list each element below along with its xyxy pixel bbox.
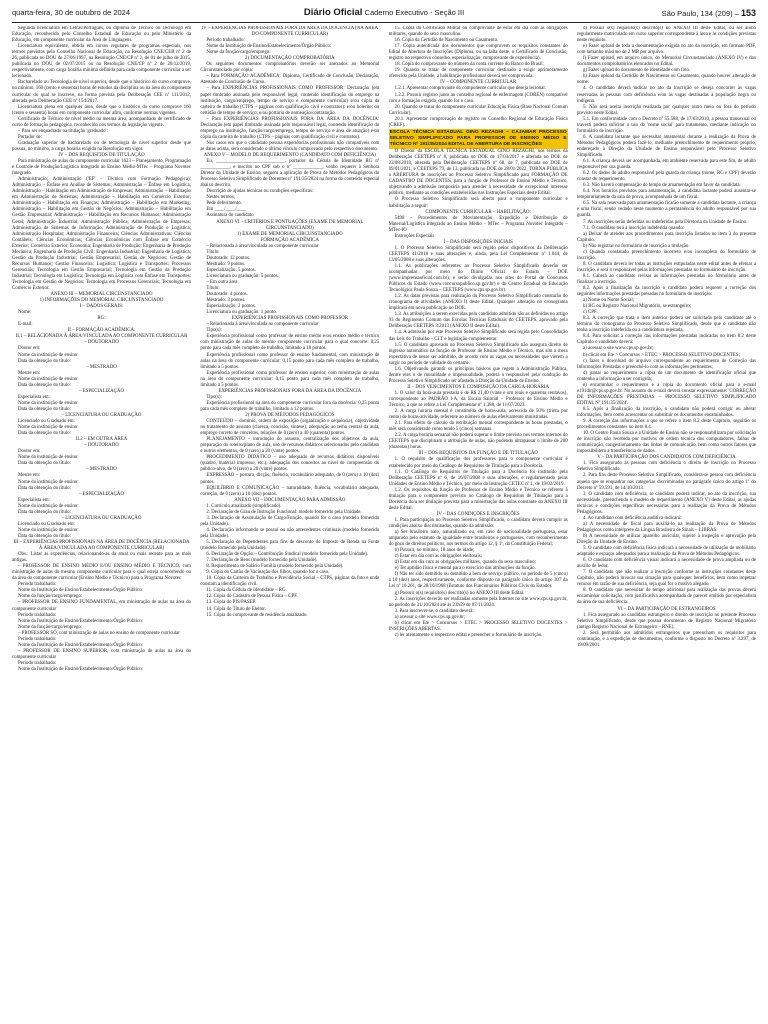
section-heading: II – FORMAÇÃO ACADÊMICA:: [67, 328, 136, 334]
paragraph: e) Fazer upload de toda a documentação exigida no ato da inscrição, em formato PDF, com tamanho máximo de 2 MB por arquivo.: [576, 44, 756, 56]
paragraph: b) Possuir, no mínimo, 18 anos de idade;: [394, 548, 475, 554]
paragraph: c) fazer o download do arquivo correspondente ao requerimento de Correção das Informações Prestadas e preenchê-lo com as informações pertinentes;: [576, 358, 756, 370]
paragraph: c) Estar em dia com as obrigações eleitorais;: [394, 554, 482, 560]
paragraph: 17. Cópia autenticada dos documentos que comprovem os requisitos constantes do Edital de Abertura de Inscrições (Diploma, ou na falta deste, o Certificado de Conclusão, registro no respectivo conselho, especialização, comprovante de experiência).: [388, 44, 568, 62]
section-heading: I – DAS DISPOSIÇÕES INICIAIS: [443, 239, 513, 245]
paragraph: 5. Declaração de Dependentes para fins de desconto do Imposto de Renda na Fonte (modelo fornecido pela Unidade).: [200, 539, 380, 552]
paragraph: 2. Declaração de Grau de Instrução Funcional: modelo fornecido pela Unidade.: [206, 509, 362, 515]
paragraph: Os seguintes documentos comprobatórios deverão ser anexados ao Memorial Circunstanciado por cópia:: [200, 62, 380, 74]
paragraph: 8.1. Caberá ao candidato revisar as informações prestadas no formulário antes de finalizar a inscrição.: [576, 273, 756, 285]
publication-section: Caderno Executivo - Seção III: [362, 8, 465, 17]
paragraph: 13. Cópia do PIS/PASEP.: [206, 600, 257, 606]
paragraph: Nome da instituição de ensino:: [18, 425, 79, 431]
paragraph: Nome da função/cargo/emprego:: [18, 624, 83, 630]
section-heading: ANEXO III – MEMORIAL CIRCUNSTANCIADO: [50, 292, 153, 298]
paragraph: Nestes termos,: [206, 195, 236, 201]
section-heading: II.2 – EM OUTRA ÁREA: [75, 437, 128, 443]
section-heading: – LICENCIATURA OU GRADUAÇÃO: [61, 413, 142, 418]
paragraph: Período trabalhado:: [18, 636, 57, 642]
paragraph: 8.2. Após a finalização da inscrição o candidato poderá requerer a correção dos seguintes informações prestadas presadas no formulário de inscrição:: [576, 286, 756, 298]
paragraph: b) clicar em Ete > Concursos > ETEC > PROCESSO SELETIVO DOCENTES;: [582, 352, 741, 358]
paragraph: b) RG ou Registro Nacional Migratório, se estrangeiro;: [582, 304, 692, 310]
paragraph: Nome:: [18, 310, 32, 316]
paragraph: Nome da função/cargo/emprego:: [206, 50, 271, 56]
paragraph: PROCEDIMENTO DIDÁTICO – uso adequado de recursos didáticos disponíveis (quadro, material impresso, etc.), adequação dos conceitos ao nível de compreensão do público-alvo, de 0 (zero) a 20 (vinte) pontos.: [200, 455, 380, 473]
paragraph: Licenciatura plena em qualquer área, desde que o histórico do curso comprove 160 (cento e sessenta) horas em componente curricular afim, conforme normas vigentes.: [12, 104, 191, 116]
section-heading: 2) DOCUMENTAÇÃO COMPROBATÓRIA: [245, 56, 335, 62]
section-heading: II – DOS VENCIMENTOS E COMPOSIÇÃO DA CARGA-HORÁRIA: [407, 384, 550, 390]
paragraph: 7. O candidato que não realizar a inscrição conforme as instruções constantes deste Capítulo, não poderá invocar sua situação para quaisquer benefícios, bem como impetrar recurso em razão de sua deficiência, seja qual for o motivo alegado.: [576, 570, 756, 588]
paragraph: – PROFESSOR DE ENSINO MÉDIO E/OU ENSINO MÉDIO E TÉCNICO, com ministração de aulas do mesmo componente curricular para o qual esteja concorrendo ou da área do componente curricular (Ensino Médio e Técnico) para o Programa Novotec: [12, 564, 191, 582]
paragraph: PLANEJAMENTO – introdução do assunto, centralização dos objetivos da aula, preparação do roteiro/plano de aula, uso de recursos didáticos selecionados pelo candidato e outros elementos, de 0 (zero) a 20 (vinte) pontos.: [200, 437, 380, 455]
text-column-1: [12, 26, 191, 1018]
paragraph: Descrição de ajudas técnicas ou condições específicas:: [206, 189, 314, 195]
paragraph: Licenciatura ou graduação: 5 pontos.: [206, 273, 279, 279]
paragraph: 6.2. Os dados do adulto responsável pela guarda da criança (nome, RG e CPF) deverão constar do requerimento.: [576, 171, 756, 183]
paragraph: 16. Cópia da Certidão de Nascimento ou Casamento.: [394, 38, 499, 44]
paragraph: Doutor em:: [18, 449, 41, 455]
paragraph: 20. Quando se tratar do componente curricular Educação Física (Base Nacional Comum Curricular).: [388, 104, 568, 116]
paragraph: 6.5. Na sala reservada para amamentação ficarão somente a candidata lactante, a criança e uma fiscal, sendo vedado neste momento a permanência do adulto responsável por sua guarda.: [576, 201, 756, 219]
page-header: [12, 4, 756, 23]
section-heading: I – DADOS GERAIS:: [79, 304, 124, 310]
paragraph: 5498 – Procedimentos de Movimentação, Expedição e Distribuição de Material/Logística Integrado ao Ensino Médio – MTec – Programa Novotec Integrado – MTec-IO: [388, 215, 568, 233]
paragraph: CONTEÚDO – domínio, ordem de exposição (organização e sequência), objetividade no tratamento do assunto (clareza, concisão, síntese), adequação ao tema central da aula, emprego correto de conceitos, relações de 0 (zero) a 40 (quarenta) pontos.: [200, 419, 380, 437]
paragraph: h) Fazer upload da Certidão de Nascimento ou Casamento, quando houver alteração de nome.: [576, 74, 756, 86]
paragraph: 9. A correção das informações a que se refere o item 8.2 deste Capítulo, seguirão os procedimentos constantes no item 8.4.: [576, 419, 756, 431]
paragraph: Licenciado ou Graduado em:: [18, 419, 75, 425]
paragraph: a) A necessidade de fiscal para auxiliá-lo na realização da Prova de Métodos Pedagógicos como intérprete da Língua Brasileira de Sinais – LIBRAS.: [576, 521, 756, 533]
paragraph: Doutorado: 4 pontos.: [206, 292, 248, 298]
paragraph: E-mail:: [18, 322, 33, 328]
section-heading: III – DOS REQUISITOS DA FUNÇÃO E DE TITULAÇÃO: [418, 451, 538, 457]
section-heading: IV – EXPERIÊNCIAS PROFISSIONAIS FORA DA ÁREA DA DOCÊNCIA (NA ÁREA DO COMPONENTE CURRICULAR): [201, 26, 379, 38]
paragraph: 1. Fica assegurado às pessoas com deficiência o direito de inscrição no Processo Seletivo Simplificado.: [576, 461, 756, 473]
text-column-4: [577, 26, 756, 1018]
paragraph: a) Ser brasileiro nato, naturalizado ou, em caso de nacionalidade portuguesa, estar amparado pelo estatuto de igualdade entre brasileiros e portugueses, com reconhecimento do gozo de direitos políticos, nos termos do artigo 12, § 1º, da Constituição Federal;: [388, 530, 568, 548]
paragraph: 7. Declaração de Bens (modelo fornecido pela Unidade).: [206, 558, 318, 564]
paragraph: Especialista em:: [18, 497, 50, 503]
paragraph: Nome da instituição de ensino:: [18, 455, 79, 461]
paragraph: Obs.: Listar as experiências, relacionando-as da atual ou mais recente para as mais antigas.: [12, 552, 191, 564]
paragraph: 1.2. As datas previstas para realização do Processo Seletivo Simplificado constarão do cronograma de atividades (ANEXO I) deste Edital. Qualquer alteração no cronograma implicará em nova publicação no DOE.: [388, 294, 568, 312]
section-heading: ANEXO VI – CRITÉRIOS E PONTUAÇÕES (EXAME DE MEMORIAL CIRCUNSTANCIADO): [216, 219, 364, 231]
paragraph: Nome da instituição de ensino:: [18, 479, 79, 485]
section-heading: III – EXPERIÊNCIAS PROFISSIONAIS NA ÁREA DE DOCÊNCIA (RELACIONADA À ÁREA/VINCULADA AO COMPONENTE CURRICULAR): [13, 539, 190, 552]
paragraph: Período trabalhado:: [18, 612, 57, 618]
paragraph: Licenciado ou Graduado em:: [18, 521, 75, 527]
paragraph: b) Não registrar no formulário de inscrição a titulação.: [582, 243, 690, 249]
paragraph: 3. Para inscrever-se, o candidato deverá:: [394, 608, 474, 614]
paragraph: Tipo(s):: [206, 394, 222, 400]
paragraph: 2. Será permitido aos admitidos estrangeiros que preencham os requisitos para contratação, e a expedição de documentos, conforme o disposto no Decreto nº 3.297, de 19/09/2001.: [576, 630, 756, 648]
paragraph: Nome da Instituição de Ensino/Estabelecimento/Órgão Público:: [18, 618, 143, 624]
paragraph: 1.5. O candidato aprovado no Processo Seletivo Simplificado não assegura direito de ingresso automático na função de Professor de Ensino Médio e Técnico, mas sim a mera expectativa de nesse ser admitido, de acordo com as vagas ou necessidades que vierem a surgir no período de validade do certame.: [388, 342, 568, 366]
paragraph: Mestrado: 9 pontos.: [206, 261, 246, 267]
section-heading: – ESPECIALIZAÇÃO: [79, 388, 124, 394]
paragraph: Certificado de Técnico de nível médio na mesma área, acompanhado de certificado de curso de formação pedagógica, reconhecido nos termos da legislação vigente.: [12, 116, 191, 128]
section-heading: COMPONENTE CURRICULAR – HABILITAÇÃO:: [425, 209, 531, 215]
paragraph: Bacharelado ou Tecnologia de nível superior, desde que o histórico do curso comprove, no mínimo, 160 (cento e sessenta) horas de estudos da disciplina ou na área do componente curricular do qual se inscreve, na forma prevista pela Deliberação CEE nº 111/2012, alterada pela Deliberação CEE nº 154/2017.: [12, 80, 191, 104]
paragraph: Nome da instituição de ensino:: [18, 400, 79, 406]
paragraph: a) acessar o site www.cps.sp.gov.br;: [394, 614, 466, 620]
paragraph: Experiência profissional como professor de ensino superior, com ministração de aulas na área do componente curricular: 0,15 ponto para cada mês completo de trabalho, limitado a 5 pontos.: [200, 370, 380, 388]
paragraph: 10. O Centro Paula Souza e a Unidade de Ensino não se responsabilizam por solicitação de inscrição não recebida por motivos de ordem técnica dos computadores, falhas de comunicação, congestionamento das linhas de comunicação, bem como outros fatores que impossibilitem a transferência de dados.: [576, 431, 756, 455]
paragraph: 1.2.2. Possuir registro junto ao conselho regional de enfermagem (COREN) compatível com a formação exigida, quando for o caso.: [388, 92, 568, 104]
issue-location: São Paulo, 134 (209) –: [661, 9, 741, 18]
paragraph: – Para EXPERIÊNCIAS PROFISSIONAIS FORA DA ÁREA DA DOCÊNCIA: Declaração (em papel timbrado assinada pelo responsável legal, contendo identificação do emprego na instituição, função/cargo/emprego, tempo de serviço e área de atuação) e/ou cópia da carteira de trabalho (CTPS – páginas com qualificação civil e contratos).: [200, 116, 380, 140]
paragraph: Data da obtenção do título:: [18, 431, 71, 437]
paragraph: O Diretor da ESCOLA TÉCNICA ESTADUAL GINO REZAGHI, nos termos da Deliberação CEETEPS nº 8, publicada no DOE de 17/03/2017 e alterada no DOE de 23/08/2018, alterada pela Deliberação CEETEPS nº 68, de 7, publicada no DOE de 09/01/2021, e CEETEPS 79, de 13, publicada no DOE de 28/01/2022, TORNA PÚBLICA a ABERTURA de inscrições ao Processo Seletivo Simplificado para FORMAÇÃO DE CADASTRO DE DOCENTES, para a função de Professor de Ensino Médio e Técnico, objetivando a admissão temporária para atender à necessidade de excepcional interesse público, mediante as condições estabelecidas nas Instruções Especiais deste Edital.: [388, 149, 568, 197]
paragraph: Administração; Administração ('EF' – Técnico com Formação Pedagógica); Administração – Ênfase em Análise de Sistemas; Administração – Ênfase em Logística; Administração – Habilitação em Administração de Empresas; Administração – Habilitação em Administração de Sistemas; Administração – Habilitação em Comércio Exterior; Administração – Habilitação em Finanças; Administração – Habilitação em Marketing; Administração – Habilitação em Gestão de Negócios; Administração – Habilitação em Gestão Empresarial; Administração – Habilitação em Recursos Humanos; Administração Geral; Administração Industrial; Administração Pública; Administração de Empresas; Administração de Sistemas de Informação; Administração de Produção e Logística; Administração Hospitalar; Administração Financeira; Ciências Administrativas; Ciências Contábeis; Ciências Econômicas; Ciências Econômicas com Ênfase em Comércio Exterior; Comércio Exterior; Economia; Engenharia de Produção; Engenharia de Produção Mecânica; Engenharia de Produção Civil; Engenharia Industrial; Engenharia de Logística; Gestão da Produção Industrial; Gestão Empresarial; Gestão de Negócios; Gestão de Recursos Humanos; Gestão Financeira; Logística; Logística e Transportes; Processos Gerenciais; Tecnologia em Gestão Empresarial; Tecnologia em Gestão da Produção Industrial; Tecnologia em Logística; Tecnologia em Logística com Ênfase em Transportes; Tecnologia em Gestão de Negócios; Tecnologia em Processos Gerenciais; Tecnologia em Comércio Exterior.: [12, 177, 191, 292]
paragraph: Nome da Instituição de Ensino/Estabelecimento/Órgão Público:: [18, 666, 143, 672]
paragraph: 1. O requisito de qualificação dos professores para o componente curricular é estabelecido por meio do Catálogo de Requisitos de Titulação para a Docência.: [388, 457, 568, 469]
paragraph: 9. Cópia do Cartão de Vacinação dos filhos, quando for o caso.: [206, 570, 330, 576]
paragraph: Licenciatura ou graduação: 1 ponto.: [206, 310, 277, 316]
paragraph: 5. O candidato com deficiência física indicará a necessidade de utilização de mobiliário adaptado e espaços adequados para a realização da Prova de Métodos Pedagógicos.: [576, 546, 756, 558]
paragraph: Título:: [206, 249, 220, 255]
section-heading: V – DA PARTICIPAÇÃO DOS CANDIDATOS COM DEFICIÊNCIA: [597, 455, 736, 461]
paragraph: Graduação superior de bacharelado ou de tecnologia de nível superior desde que possua, no mínimo, a carga horária exigida na Resolução em vigor.: [12, 140, 191, 152]
paragraph: 3. Declaração de Acumulação de Cargo/Função, quando for o caso (modelo fornecido pela Unidade).: [200, 515, 380, 527]
paragraph: a) acessar o site www.cps.sp.gov.br;: [582, 346, 654, 352]
paragraph: 7.1. O candidato terá a inscrição indeferida quando:: [582, 225, 685, 231]
section-heading: EXPERIÊNCIAS PROFISSIONAIS COMO PROFESSOR: [231, 316, 349, 322]
section-heading: EXPERIÊNCIAS PROFISSIONAIS FORA DA ÁREA DA DOCÊNCIA: [218, 388, 362, 394]
paragraph: – Para FORMAÇÃO ACADÊMICA: Diploma, Certificado de Conclusão, Declaração, Atestado de Conclusão de Curso.: [200, 74, 380, 86]
paragraph: – Para ser enquadrado na titulação 'graduado':: [18, 128, 108, 134]
paragraph: 6.1. A criança deverá ser acompanhada, em ambiente reservado para este fim, de adulto responsável por sua guarda.: [576, 159, 756, 171]
section-heading: FORMAÇÃO ACADÊMICA: [260, 237, 319, 243]
paragraph: 7. As inscrições serão deferidas ou indeferidas pela Diretoria da Unidade de Ensino.: [582, 219, 748, 225]
paragraph: 1.6. Objetivando garantir os princípios básicos que regem a Administração Pública, dentre eles o de moralidade e impessoalidade, poderá o responsável pela condução do Processo Seletivo Simplificado ser afastado à Direção da Unidade de Ensino.: [388, 366, 568, 384]
paragraph: 2. A carga horária mensal é constituída de horas-aula, acrescida de 50% (trinta por cento) de horas-atividade, referente ao número de aulas efetivamente ministradas.: [388, 409, 568, 421]
paragraph: Período trabalhado:: [18, 660, 57, 666]
paragraph: f) Fazer upload, em arquivo único, do Memorial Circunstanciado (ANEXO IV) e dos documentos comprobatórios elencados no Edital.: [576, 56, 756, 68]
paragraph: 8. Requerimento de Salário Família (modelo fornecido pela Unidade).: [206, 564, 344, 570]
text-column-3: [389, 26, 568, 1018]
paragraph: 1.1. O Catálogo de Requisitos de Titulação para a Docência foi instituído pela Deliberação CEETEPS nº 6, de 16/07/2008 e suas alterações, e regulamentado pelas Unidades de Ensino Médio e Técnico, por meio da Instrução CETEC nº 1, de 19/02/2019.: [388, 469, 568, 487]
highlighted-edital-title: ESCOLA TÉCNICA ESTADUAL GINO REZAGHI – CAJAMAR PROCESSO SELETIVO SIMPLIFICADO PARA PROFESSOR DE ENSINO MÉDIO E TÉCNICO Nº 191/35/2024 EDITAL DE ABERTURA DE INSCRIÇÕES: [389, 129, 568, 149]
paragraph: Em ____/____/____: [206, 207, 247, 213]
paragraph: Data da obtenção do título:: [18, 533, 71, 539]
paragraph: Nome da Instituição de Ensino/Estabelecimento/Órgão Público:: [18, 642, 143, 648]
paragraph: Instruções Especiais: [394, 233, 435, 239]
paragraph: Assinatura do candidato: [206, 213, 254, 219]
paragraph: c) CPF.: [582, 310, 598, 316]
paragraph: 1.3. As atribuições a serem exercidas pelo candidato admitido são as definidas no artigo 93 do Regimento Comum das Escolas Técnicas Estaduais do CEETEPS, aprovado pela Deliberação CEETEPS 3/2013 (ANEXO II deste Edital).: [388, 312, 568, 330]
paragraph: Mestre em:: [18, 370, 41, 376]
paragraph: 14. Cópia do Título de Eleitor.: [206, 606, 266, 612]
paragraph: – Relacionada à área/vinculada ao componente curricular: [206, 322, 319, 328]
paragraph: EXPRESSÃO – postura, dicção, fluência, vocabulário adequado, de 0 (zero) a 10 (dez) pontos.: [200, 473, 380, 485]
paragraph: Tipo(s):: [206, 328, 222, 334]
paragraph: – PROFESSOR DE ENSINO FUNDAMENTAL, em ministração de aulas na área do componente curricular: [12, 600, 191, 612]
paragraph: c) ler atentamente o respectivo edital e preencher o formulário de inscrição.: [394, 632, 543, 638]
paragraph: Pede deferimento.: [206, 201, 242, 207]
text-columns: [12, 26, 756, 1018]
paragraph: f) Não ter sido demitido ou demitido a bem de serviço público, no período de 5 (cinco) a 10 (dez) anos, respectivamente, conforme disposto no parágrafo único do artigo 307 da Lei nº 10.261, de 28/10/1968 (Estatuto dos Funcionários Públicos Civis do Estado).: [388, 572, 568, 590]
paragraph: – Em outra área: [206, 279, 238, 285]
header-date: quarta-feira, 30 de outubro de 2024: [12, 8, 131, 17]
section-heading: – MESTRADO: [86, 467, 117, 473]
paragraph: 2. As inscrições deverão ser realizadas somente pela Internet no site www.cps.sp.gov.br, no período de 31/10/2024 até às 23h59 de 07/11/2024.: [388, 596, 568, 608]
paragraph: e) encaminhar o requerimento e a cópia do documento oficial para o e-mail e191dir@cps.sp.gov.br. No assunto do e-mail deverá constar expressamente: 'CORREÇÃO DE INFORMAÇÕES PRESTADAS – PROCESSO SELETIVO SIMPLIFICADO EDITAL Nº 191/35/2024'.: [576, 382, 756, 406]
paragraph: a) Nome ou Nome Social;: [582, 298, 635, 304]
section-heading: – MESTRADO: [86, 364, 117, 370]
paragraph: c) Quando constatado preenchimento incorreto e/ou incompleto do formulário de inscrição.: [576, 249, 756, 261]
paragraph: O Processo Seletivo Simplificado será aberto para o componente curricular e habilitação a seguir:: [388, 197, 568, 209]
paragraph: Data da obtenção do título:: [18, 509, 71, 515]
section-heading: – DOUTORADO: [84, 340, 119, 346]
paragraph: – PROFESSOR DE ENSINO SUPERIOR, com ministração de aulas na área do componente curricular: [12, 648, 191, 660]
paragraph: g) Possuir o(s) requisito(s) descrito(s) no ANEXO III deste Edital.: [394, 590, 525, 596]
paragraph: Título:: [206, 286, 220, 292]
paragraph: 2.2. A carga horária semanal não poderá superar o limite previsto nos termos internos do CEETEPS que disciplinam o atribuição de aulas, não podendo ultrapassar o limite de 200 (duzentas) horas.: [388, 433, 568, 451]
text-column-2: [200, 26, 379, 1018]
section-heading: ANEXO VII – DOCUMENTAÇÃO PARA ADMISSÃO: [234, 497, 346, 503]
paragraph: Especialista em:: [18, 394, 50, 400]
paragraph: Licenciatura equivalente, obtida em cursos regulares de programas especiais, nos termos previstos pelo Conselho Nacional de Educação, na Resolução CNE/CEB nº 2 de 26, publicada no DOU de 27/06/1997, na Resolução CNE/CP nº 2, de 01 de julho de 2015, publicada no DOU de 02/07/2015 ou na Resolução CNE/CP nº 2 de 20/12/2019, respectivamente, com carga horária mínima definida para cada componente curricular a ser lecionado.: [12, 44, 191, 80]
paragraph: 8.4. Para solicitar a correção das informações prestadas indicadas no item 8.2 deste Capítulo o candidato deverá:: [576, 334, 756, 346]
paragraph: Experiência profissional como professor de ensino fundamental, com ministração de aulas na área do componente curricular: 0,15 ponto para cada mês completo de trabalho, limitado a 5 pontos.: [200, 352, 380, 370]
paragraph: Portador de:: [18, 134, 43, 140]
paragraph: EQUILÍBRIO E COMUNICAÇÃO – naturalidade, fluência, vocabulário adequado, correção, de 0 (zero) a 10 (dez) pontos.: [200, 485, 380, 497]
paragraph: Nome da Instituição de Ensino/Estabelecimento/Órgão Público:: [206, 44, 332, 50]
paragraph: 1. Currículo atualizado (simplificado).: [206, 503, 282, 509]
paragraph: Para ministração de aulas do componente curricular 1623 – Planejamento, Programação e Controle de Produção/Logística Integrado ao Ensino Médio-MTec – Programa Novotec Integrado.: [12, 159, 191, 177]
paragraph: 8.5. Após a finalização da inscrição, o candidato não poderá corrigir ou alterar informações, bem como acrescentar ou substituir os documentos encaminhados.: [576, 406, 756, 418]
paragraph: e) Ter aptidão física e mental para o exercício das atribuições da função.: [394, 566, 536, 572]
paragraph: 8. O candidato que necessitar de tempo adicional para realização das provas deverá encaminhar solicitação, com justificativa acompanhada de parecer emitido por especialista da área de sua deficiência.: [576, 588, 756, 606]
paragraph: Data da obtenção do título:: [18, 358, 71, 364]
paragraph: 18. Cópia do comprovante do número da conta corrente do Banco do Brasil.: [394, 62, 544, 68]
paragraph: 6. O candidato com deficiência visual indicará a necessidade de prova ampliada ou de auxílio de ledor.: [576, 558, 756, 570]
paragraph: 4. O candidato deverá indicar no ato da inscrição se deseja concorrer às vagas reservadas às pessoas com deficiência e/ou às vagas destinadas à população negra ou indígena.: [576, 86, 756, 104]
paragraph: Período trabalhado:: [206, 38, 245, 44]
paragraph: 2. Para fins deste Processo Seletivo Simplificado, considera-se pessoa com deficiência aquela que se enquadrar nas categorias discriminadas no parágrafo único do artigo 1º do Decreto nº 59.591, de 14/10/2013.: [576, 473, 756, 491]
paragraph: Nome da instituição de ensino:: [18, 376, 79, 382]
paragraph: 11. Cópia da Cédula de Identidade – RG.: [206, 588, 287, 594]
paragraph: 10. Cópia da Carteira de Trabalho e Previdência Social – CTPS, páginas da foto e onde constam a identificação civil.: [200, 576, 380, 588]
paragraph: – PROFESSOR SÓ, com ministração de aulas no ensino de componente curricular: [18, 630, 180, 636]
paragraph: Data da obtenção do título:: [18, 485, 71, 491]
paragraph: Mestrado: 3 pontos.: [206, 298, 246, 304]
section-heading: – LICENCIATURA OU GRADUAÇÃO: [61, 515, 142, 521]
paragraph: Experiência profissional na área do componente curricular fora da docência: 0,25 ponto para cada mês completo de trabalho, limitado a 12 pontos.: [200, 400, 380, 412]
paragraph: 8. O candidato deverá ler todas as instruções estipuladas neste edital antes de efetuar a inscrição, e será o responsável pelas informações prestadas no formulário de inscrição.: [576, 261, 756, 273]
paragraph: 15. Cópia do Certificado Militar ou comprovante de estar em dia com as obrigações militares, quando do sexo masculino.: [388, 26, 568, 38]
paragraph: 5.1. Em conformidade com o Decreto nº 55.588, de 17/03/2010, a pessoa transexual ou travesti poderá solicitar o uso do 'nome social' para tratamento, mediante indicação no formulário de inscrição.: [576, 116, 756, 134]
section-heading: 1) INFORMAÇÕES DO MEMORIAL CIRCUNSTANCIADO: [39, 298, 164, 304]
paragraph: Doutor em:: [18, 346, 41, 352]
paragraph: 1. Para participação no Processo Seletivo Simplificado, o candidato deverá cumprir as condições abaixo discriminadas, quando da admissão:: [388, 517, 568, 529]
paragraph: – Relacionada à área/vinculada ao componente curricular: [206, 243, 319, 249]
paragraph: 2.1. Para efeito de cálculo da retribuição mensal correspondente às horas prestadas, o mês será considerado como tendo 5 (cinco) semanas.: [388, 421, 568, 433]
paragraph: 6. Declaração de Opção – Contribuição Sindical (modelo fornecido pela Unidade).: [206, 552, 369, 558]
header-issue: [662, 4, 756, 23]
paragraph: 12. Cópia do Cadastro de Pessoa Física – CPF.: [206, 594, 298, 600]
paragraph: Nome da instituição de ensino:: [18, 503, 79, 509]
section-heading: ANEXO V – MODELO DE REQUERIMENTO (CANDIDATO COM DEFICIÊNCIA): [203, 152, 376, 158]
paragraph: Nome da instituição de ensino:: [18, 352, 79, 358]
paragraph: Especialização: 5 pontos.: [206, 267, 256, 273]
page-number: 153: [740, 8, 756, 18]
section-heading: – ESPECIALIZAÇÃO: [79, 491, 124, 497]
section-heading: II.1 – RELACIONADA À ÁREA/VINCULADA AO COMPONENTE CURRICULAR: [15, 334, 188, 340]
paragraph: d) juntar ao requerimento a cópia de um documento de identificação oficial que contenha a informação a ser corrigida;: [576, 370, 756, 382]
header-title: [12, 4, 756, 22]
paragraph: d) Possuir o(s) requisito(s) descrito(s) no ANEXO III deste Edital, ou ser aluno regularmente matriculado em curso superior correspondente à área e às condições previstas neste requisito.: [576, 26, 756, 44]
paragraph: b) clicar em Ete > Concursos > ETEC > PROCESSO SELETIVO DOCENTES > INSCRIÇÕES ABERTAS.: [388, 620, 568, 632]
paragraph: 1. Fica assegurado ao candidato estrangeiro o direito de inscrição no presente Processo Seletivo Simplificado, desde que possua documento de Registro Nacional Migratório (antigo Registro Nacional de Estrangeiro – RNE).: [576, 612, 756, 630]
paragraph: Data da obtenção do título:: [18, 382, 71, 388]
paragraph: Segunda licenciatura em Letras/Português, ou diploma de Técnico ou Tecnólogo em Educação, reconhecido pelo Conselho Estadual de Educação ou pelo Ministério da Educação, em componente curricular da Área de Linguagens.: [12, 26, 191, 44]
section-heading: IV – DAS CONDIÇÕES E INSCRIÇÕES: [436, 511, 520, 517]
paragraph: 1.2.1. Apresentar comprovante do componente curricular que deseja lecionar.: [394, 86, 546, 92]
section-heading: 1) EXAME DE MEMORIAL CIRCUNSTANCIADO: [236, 231, 343, 237]
paragraph: 4. Declaração informando se possui ou não antecedentes criminais (modelo fornecido pela Unidade).: [200, 527, 380, 539]
paragraph: 3. O candidato com deficiência, se candidato poderá indicar, no ato da inscrição, sua necessidade, preenchendo o modelo de requerimento (ANEXO V) deste Edital, as ajudas técnicas e condições específicas necessárias para a realização da Prova de Métodos Pedagógicos.: [576, 491, 756, 515]
paragraph: Especialização: 2 pontos.: [206, 304, 256, 310]
publication-name: Diário Oficial: [303, 7, 363, 18]
paragraph: Período trabalhado:: [18, 582, 57, 588]
paragraph: – Para EXPERIÊNCIAS PROFISSIONAIS COMO PROFESSOR: Declaração (em papel timbrado assinada pelo responsável legal, contendo identificação do emprego na instituição, cargo/emprego, tempo de serviço e componente curricular) e/ou cópia da carteira de trabalho (CTPS – páginas com qualificação civil e contratos); e/ou holerite; ou certidão de tempo de serviço; e/ou portaria de nomeação/contratação.: [200, 86, 380, 116]
paragraph: 6.3. Não haverá compensação do tempo de amamentação em favor da candidata.: [582, 183, 741, 189]
paragraph: b) A necessidade de utilizar aparelho auricular, sujeito à inspeção e aprovação pela Direção da Unidade de Ensino.: [576, 533, 756, 545]
section-heading: 2) PROVA DE MÉTODOS PEDAGÓGICOS: [245, 413, 335, 418]
paragraph: Experiência profissional como professor de ensino médio e/ou ensino médio e técnico com ministração de aulas do mesmo componente curricular para o qual concorre: 0,25 ponto para cada mês completo de trabalho, limitado a 18 pontos.: [200, 334, 380, 352]
paragraph: a) Deixar de atender aos procedimentos para inscrição listados no item 3 do presente Capítulo.: [576, 231, 756, 243]
paragraph: Doutorado: 12 pontos.: [206, 255, 251, 261]
paragraph: Nos casos em que o candidato possua experiências profissionais não compatíveis com as datas acima, será considerado o último vínculo comprovado pelo respectivo documento.: [200, 140, 380, 152]
paragraph: 5. Não será aceita inscrição realizada por qualquer outro meio ou fora do período previsto neste Edital.: [576, 104, 756, 116]
paragraph: 6. A candidata lactante que necessitar amamentar durante a realização da Prova de Métodos Pedagógicos poderá fazê-lo, mediante preenchimento de requerimento próprio, endereçado à Direção da Unidade de Ensino responsável pelo Processo Seletivo Simplificado.: [576, 134, 756, 158]
paragraph: 1.2. Os requisitos da função de Professor de Ensino Médio e Técnico se referem à titulação para o componente previsto no Catálogo de Requisitos de Titulação para a Docência do/a ser titulação prevista para a ministração das aulas constante do ANEXO III deste Edital.: [388, 487, 568, 511]
section-heading: IV – COMPONENTE CURRICULAR: [440, 80, 517, 86]
paragraph: d) Estar em dia com as obrigações militares, quando do sexo masculino;: [394, 560, 536, 566]
paragraph: Data da obtenção do título:: [18, 461, 71, 467]
section-heading: – DOUTORADO: [84, 443, 119, 449]
paragraph: Data da obtenção do título:: [18, 406, 71, 412]
paragraph: g) Fazer upload do documento de identidade com foto.: [582, 68, 691, 74]
paragraph: 4. Ao candidato com deficiência auditiva indicará:: [582, 515, 682, 521]
section-heading: RG:: [97, 316, 106, 322]
section-heading: IV – DOS REQUISITOS DE TITULAÇÃO: [58, 152, 145, 158]
paragraph: 1. O valor da hora-aula prestada é de R$ 21,40 (vinte e um reais e quarenta centavos), correspondente ao PADRÃO I-A, da Escala Salarial – Professor de Ensino Médio e Técnico, a que se refere a Lei Complementar nº 1.388, de 11/07/2023.: [388, 390, 568, 409]
section-heading: VI – DA PARTICIPAÇÃO DE ESTRANGEIROS: [617, 606, 716, 612]
paragraph: 19. Quando se tratar de componente curricular destinado a exigir aprimoramento oferecido pela Unidade, a habilitação profissional deverá ser comprovada.: [388, 68, 568, 80]
paragraph: 1.1. As publicações referentes ao Processo Seletivo Simplificado deverão ser acompanhadas por meio do Diário Oficial do Estado – DOE (www.imprensaoficial.com.br), e serão divulgadas nos sites do Portal de Concursos Públicos do Estado (www.concursopublico.sp.gov.br) e do Centro Estadual de Educação Tecnológica Paula Souza – CEETEPS (www.cps.sp.gov.br).: [388, 263, 568, 294]
paragraph: 20.1. Apresentar comprovação de registro no Conselho Regional de Educação Física (CREF).: [388, 116, 568, 128]
paragraph: 8.3. A correção que trata o item anterior poderá ser solicitada pelo candidato até o término do cronograma do Processo Seletivo Simplificado, desde que o candidato não tenha a inscrição indeferida ou a candidatura rejeitada.: [576, 316, 756, 334]
paragraph: Nome da instituição de ensino:: [18, 527, 79, 533]
paragraph: Eu, ____________________________, portador da Cédula de Identidade RG nº ____________, e inscrito no CPF sob o nº ____________, venho requerer à Senhora Diretor da Unidade de Ensino, seguem a aplicação de Prova de Métodos Pedagógicos do Processo Seletivo Simplificado de Docentes nº 191/35/2024 na forma do conteúdo especial abaixo descrito.: [200, 159, 380, 189]
paragraph: 1. O Processo Seletivo Simplificado será regido pelos dispositivos da Deliberação CEETEPS 41/2018 e suas alterações e, ainda, pela Lei Complementar nº 1.044, de 13/05/2008 e suas alterações.: [388, 245, 568, 263]
paragraph: Nome da Instituição de Ensino/Estabelecimento/Órgão Público:: [18, 588, 143, 594]
paragraph: 6.4. Nos horários previstos para amamentação, a candidata lactante poderá ausentar-se temporariamente da sala de prova, acompanhada de um fiscal.: [576, 189, 756, 201]
paragraph: Nome da função/cargo/emprego:: [18, 594, 83, 600]
paragraph: 15. Cópia do comprovante de residência atualizado.: [206, 612, 308, 618]
paragraph: 1.4. A admissão por este Processo Seletivo Simplificado será regida pelo Consolidação das Leis do Trabalho – CLT e legislação complementar.: [388, 330, 568, 342]
paragraph: Mestre em:: [18, 473, 41, 479]
